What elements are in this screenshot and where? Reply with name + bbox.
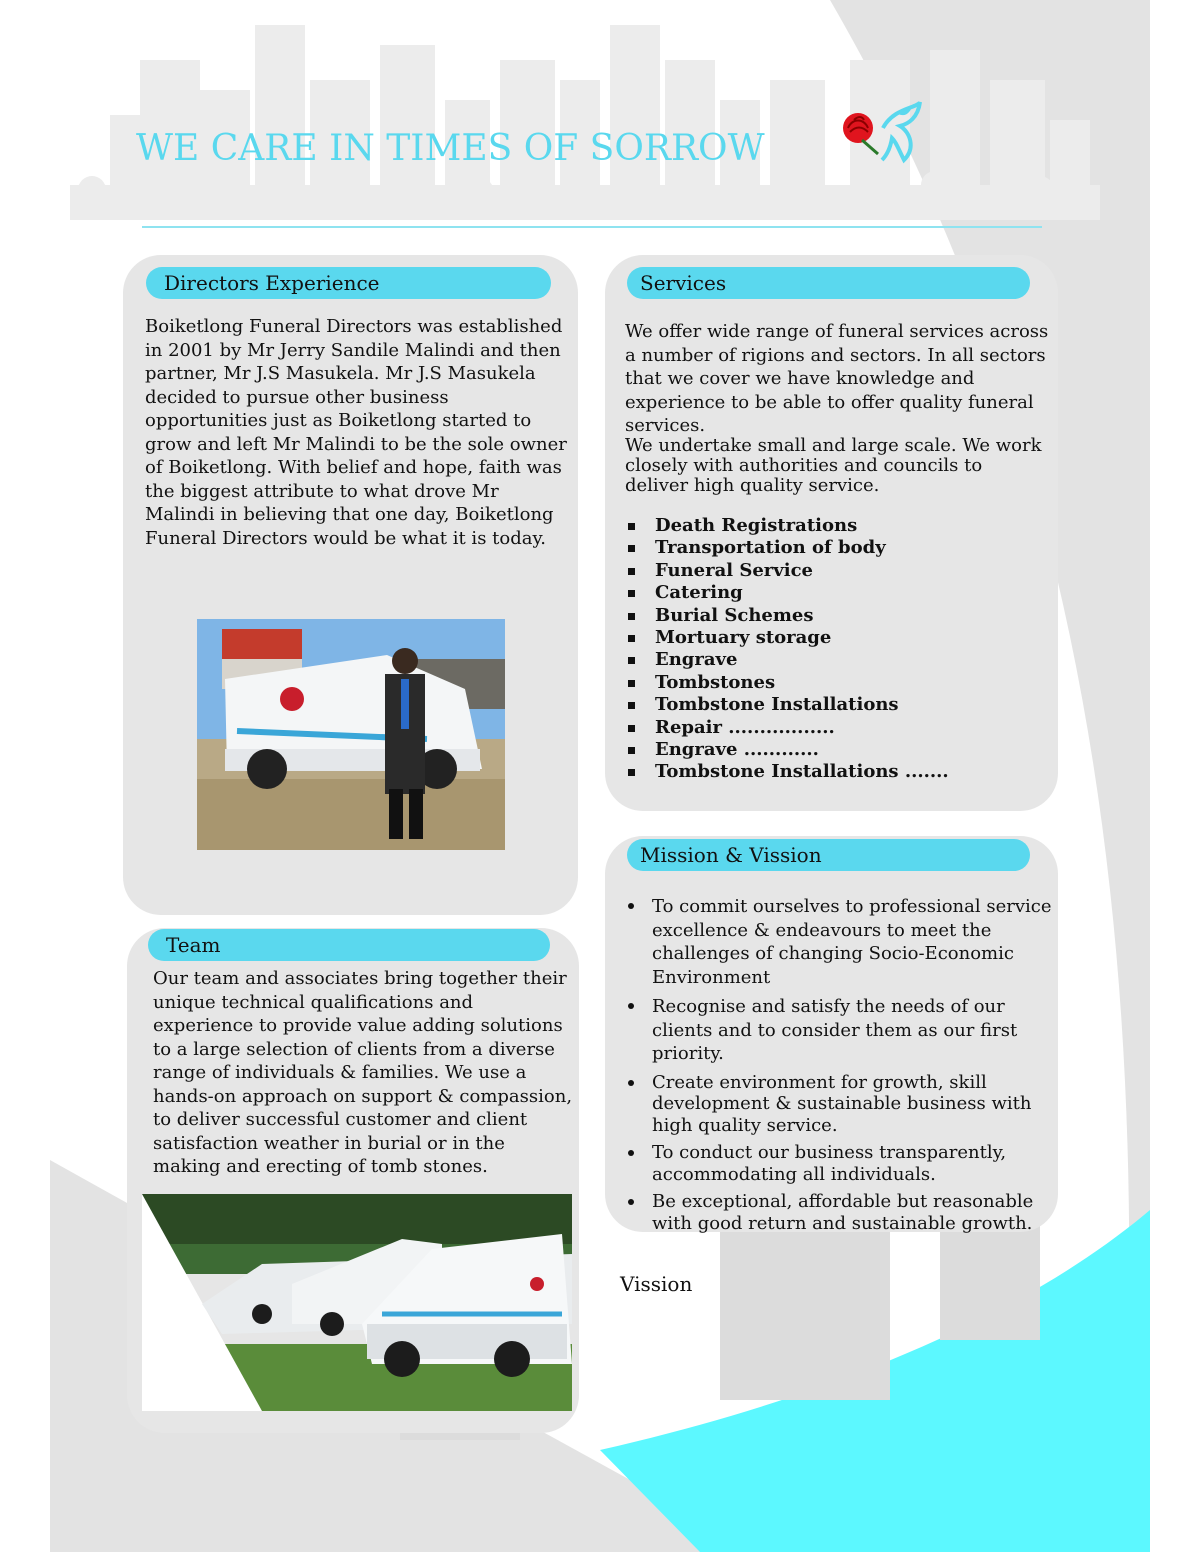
mission-heading: Mission & Vission xyxy=(627,839,1030,871)
list-item: Transportation of body xyxy=(625,537,949,559)
list-item: Engrave xyxy=(625,649,949,671)
list-item: Burial Schemes xyxy=(625,605,949,627)
directors-heading: Directors Experience xyxy=(146,267,551,299)
director-photo xyxy=(197,619,505,850)
services-heading: Services xyxy=(627,267,1030,299)
list-item: Tombstone Installations xyxy=(625,694,949,716)
page-title: WE CARE IN TIMES OF SORROW xyxy=(136,128,765,169)
directors-body: Boiketlong Funeral Directors was established in 2001 by Mr Jerry Sandile Malindi and then partner, Mr J.S Masukela. Mr J.S Masukela decided to pursue other business opportunities just as Boiketlong started to grow and left Mr Malindi to be the sole owner of Boiketlong. With belief and hope, faith was the biggest attribute to what drove Mr Malindi in believing that one day, Boiketlong Funeral Directors would be what it is today. xyxy=(145,316,567,549)
list-item: To conduct our business transparently, accommodating all individuals. xyxy=(625,1142,1055,1185)
list-item: To commit ourselves to professional service excellence & endeavours to meet the challenges of changing Socio-Economic Environment xyxy=(625,895,1055,989)
services-intro: We offer wide range of funeral services across a number of rigions and sectors. In all sectors that we cover we have knowledge and experience to be able to offer quality funeral services. xyxy=(625,321,1049,436)
list-item: Create environment for growth, skill development & sustainable business with high quality service. xyxy=(625,1072,1055,1137)
vission-label: Vission xyxy=(620,1272,693,1296)
list-item: Recognise and satisfy the needs of our clients and to consider them as our first priority. xyxy=(625,995,1055,1066)
team-heading: Team xyxy=(148,929,550,961)
list-item: Tombstone Installations ....... xyxy=(625,761,949,783)
mission-list xyxy=(625,895,1055,1240)
director-with-van-photo-icon xyxy=(197,619,505,850)
list-item: Mortuary storage xyxy=(625,627,949,649)
list-item: Be exceptional, affordable but reasonable with good return and sustainable growth. xyxy=(625,1191,1055,1234)
rose-flourish-logo-icon xyxy=(838,98,928,168)
list-item: Funeral Service xyxy=(625,560,949,582)
fleet-of-vans-photo-icon xyxy=(142,1194,572,1411)
services-scale: We undertake small and large scale. We work closely with authorities and councils to deliver high quality service. xyxy=(625,435,1042,496)
list-item: Tombstones xyxy=(625,672,949,694)
list-item: Death Registrations xyxy=(625,515,949,537)
list-item: Catering xyxy=(625,582,949,604)
services-list xyxy=(625,515,949,784)
list-item: Engrave ............ xyxy=(625,739,949,761)
team-body: Our team and associates bring together their unique technical qualifications and experience to provide value adding solutions to a large selection of clients from a diverse range of individuals & families. We use a hands-on approach on support & compassion, to deliver successful customer and client satisfaction weather in burial or in the making and erecting of tomb stones. xyxy=(153,968,573,1177)
list-item: Repair ................. xyxy=(625,717,949,739)
team-photo xyxy=(142,1194,572,1411)
title-divider xyxy=(142,226,1042,228)
